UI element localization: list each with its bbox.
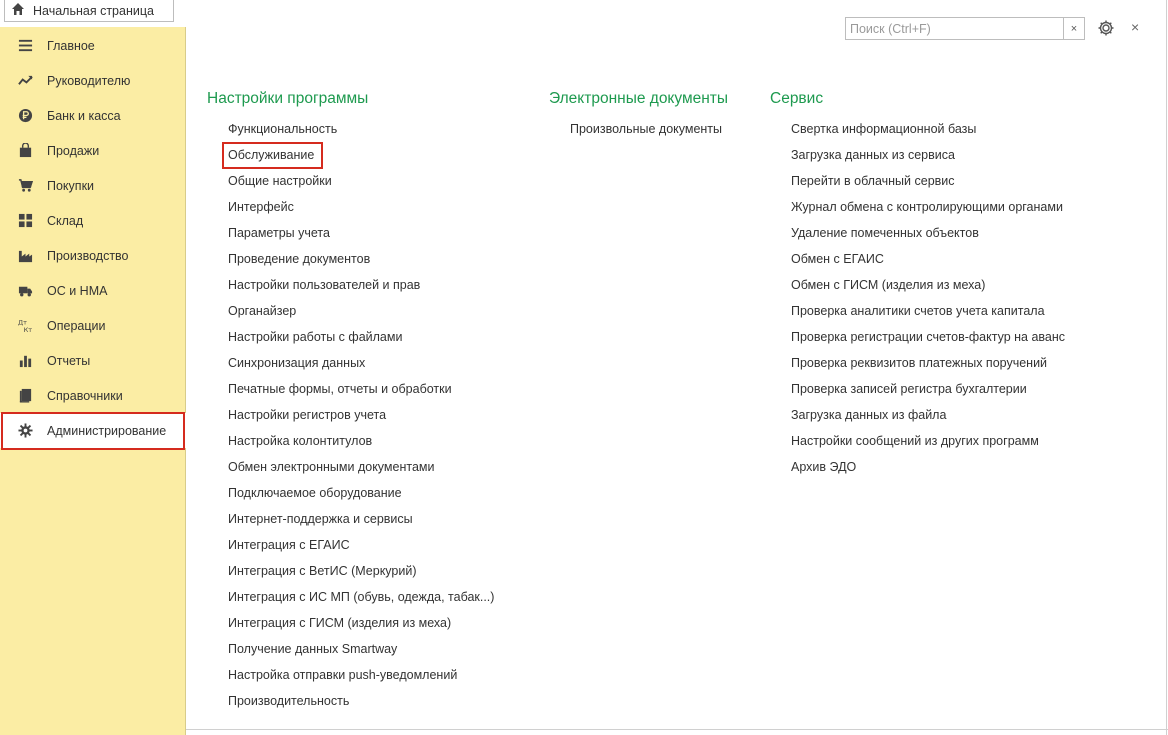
sidebar-item-administration[interactable] (0, 413, 186, 448)
section-title-program-settings: Настройки программы (207, 90, 369, 107)
settings-link[interactable]: Удаление помеченных объектов (791, 226, 979, 240)
electronic-documents-list (570, 119, 722, 145)
settings-link[interactable]: Настройки работы с файлами (228, 330, 403, 344)
settings-link[interactable]: Произвольные документы (570, 122, 723, 136)
sidebar-item-label: Продажи (47, 143, 100, 158)
sidebar-item-label: Покупки (47, 178, 95, 193)
sidebar-item-directories[interactable] (0, 378, 186, 413)
settings-link[interactable]: Производительность (228, 694, 350, 708)
sidebar-item-operations[interactable] (0, 308, 186, 343)
settings-link[interactable]: Проверка реквизитов платежных поручений (791, 356, 1048, 370)
gear-icon (17, 423, 33, 439)
section-title-service: Сервис (770, 90, 824, 107)
cart-icon (17, 178, 33, 194)
home-tab-label: Начальная страница (33, 3, 154, 18)
settings-link[interactable]: Проверка регистрации счетов-фактур на аванс (791, 330, 1066, 344)
settings-link[interactable]: Обслуживание (228, 148, 315, 162)
settings-link[interactable]: Интерфейс (228, 200, 294, 214)
settings-gear-icon[interactable] (1097, 19, 1115, 37)
sidebar-item-label: Администрирование (47, 423, 167, 438)
grid-icon (17, 213, 33, 229)
kt-glyph: Кт (23, 326, 32, 333)
settings-link[interactable]: Функциональность (228, 122, 338, 136)
settings-link[interactable]: Интеграция с ИС МП (обувь, одежда, табак...) (228, 590, 495, 604)
settings-link[interactable]: Параметры учета (228, 226, 330, 240)
section-title-electronic-documents: Электронные документы (549, 90, 729, 107)
trend-icon (17, 73, 33, 89)
settings-link[interactable]: Обмен с ГИСМ (изделия из меха) (791, 278, 986, 292)
settings-link[interactable]: Интернет-поддержка и сервисы (228, 512, 413, 526)
sidebar-item-label: Отчеты (47, 353, 91, 368)
settings-link[interactable]: Интеграция с ВетИС (Меркурий) (228, 564, 417, 578)
dt-kt-icon (17, 318, 33, 334)
service-list (791, 119, 1065, 483)
sidebar-item-label: Главное (47, 38, 95, 53)
sidebar (0, 27, 186, 735)
home-icon (11, 2, 25, 19)
dt-glyph: Дт (17, 318, 27, 327)
settings-link[interactable]: Синхронизация данных (228, 356, 366, 370)
settings-link[interactable]: Настройки регистров учета (228, 408, 387, 422)
settings-link[interactable]: Интеграция с ЕГАИС (228, 538, 350, 552)
settings-link[interactable]: Органайзер (228, 304, 297, 318)
close-button[interactable]: × (1131, 19, 1140, 35)
settings-link[interactable]: Подключаемое оборудование (228, 486, 402, 500)
bag-icon (17, 143, 33, 159)
sidebar-item-label: Операции (47, 318, 106, 333)
factory-icon (17, 248, 33, 264)
sidebar-item-main[interactable] (0, 28, 186, 63)
sidebar-item-reports[interactable] (0, 343, 186, 378)
sidebar-item-label: Склад (47, 213, 84, 228)
sidebar-item-bank[interactable] (0, 98, 186, 133)
search-field (845, 17, 1085, 40)
sidebar-item-assets[interactable] (0, 273, 186, 308)
home-tab[interactable] (4, 0, 174, 22)
settings-link[interactable]: Настройка колонтитулов (228, 434, 373, 448)
sidebar-item-manager[interactable] (0, 63, 186, 98)
settings-link[interactable]: Печатные формы, отчеты и обработки (228, 382, 452, 396)
sidebar-item-production[interactable] (0, 238, 186, 273)
settings-link[interactable]: Настройки сообщений из других программ (791, 434, 1039, 448)
sidebar-item-label: ОС и НМА (47, 283, 108, 298)
sidebar-item-label: Производство (47, 248, 129, 263)
settings-link[interactable]: Обмен электронными документами (228, 460, 435, 474)
settings-link[interactable]: Проверка аналитики счетов учета капитала (791, 304, 1045, 318)
search-clear-button[interactable]: × (1063, 18, 1084, 39)
settings-link[interactable]: Настройки пользователей и прав (228, 278, 421, 292)
sidebar-item-purchases[interactable] (0, 168, 186, 203)
sidebar-item-label: Справочники (47, 388, 123, 403)
settings-link[interactable]: Общие настройки (228, 174, 332, 188)
settings-link[interactable]: Архив ЭДО (791, 460, 857, 474)
program-settings-list (228, 119, 494, 717)
settings-link[interactable]: Обмен с ЕГАИС (791, 252, 884, 266)
ruble-icon (17, 108, 33, 124)
search-input[interactable] (846, 18, 1063, 39)
bottom-divider (186, 729, 1168, 730)
menu-lines-icon (17, 38, 33, 54)
settings-link[interactable]: Перейти в облачный сервис (791, 174, 955, 188)
bar-chart-icon (17, 353, 33, 369)
sidebar-item-label: Руководителю (47, 73, 131, 88)
settings-link[interactable]: Загрузка данных из сервиса (791, 148, 955, 162)
truck-icon (17, 283, 33, 299)
settings-link[interactable]: Настройка отправки push-уведомлений (228, 668, 458, 682)
book-icon (17, 388, 33, 404)
settings-link[interactable]: Загрузка данных из файла (791, 408, 947, 422)
settings-link[interactable]: Журнал обмена с контролирующими органами (791, 200, 1063, 214)
sidebar-item-label: Банк и касса (47, 108, 121, 123)
settings-link[interactable]: Получение данных Smartway (228, 642, 398, 656)
sidebar-item-warehouse[interactable] (0, 203, 186, 238)
settings-link[interactable]: Проведение документов (228, 252, 371, 266)
right-divider (1166, 0, 1167, 735)
settings-link[interactable]: Проверка записей регистра бухгалтерии (791, 382, 1027, 396)
sidebar-item-sales[interactable] (0, 133, 186, 168)
settings-link[interactable]: Свертка информационной базы (791, 122, 977, 136)
settings-link[interactable]: Интеграция с ГИСМ (изделия из меха) (228, 616, 452, 630)
